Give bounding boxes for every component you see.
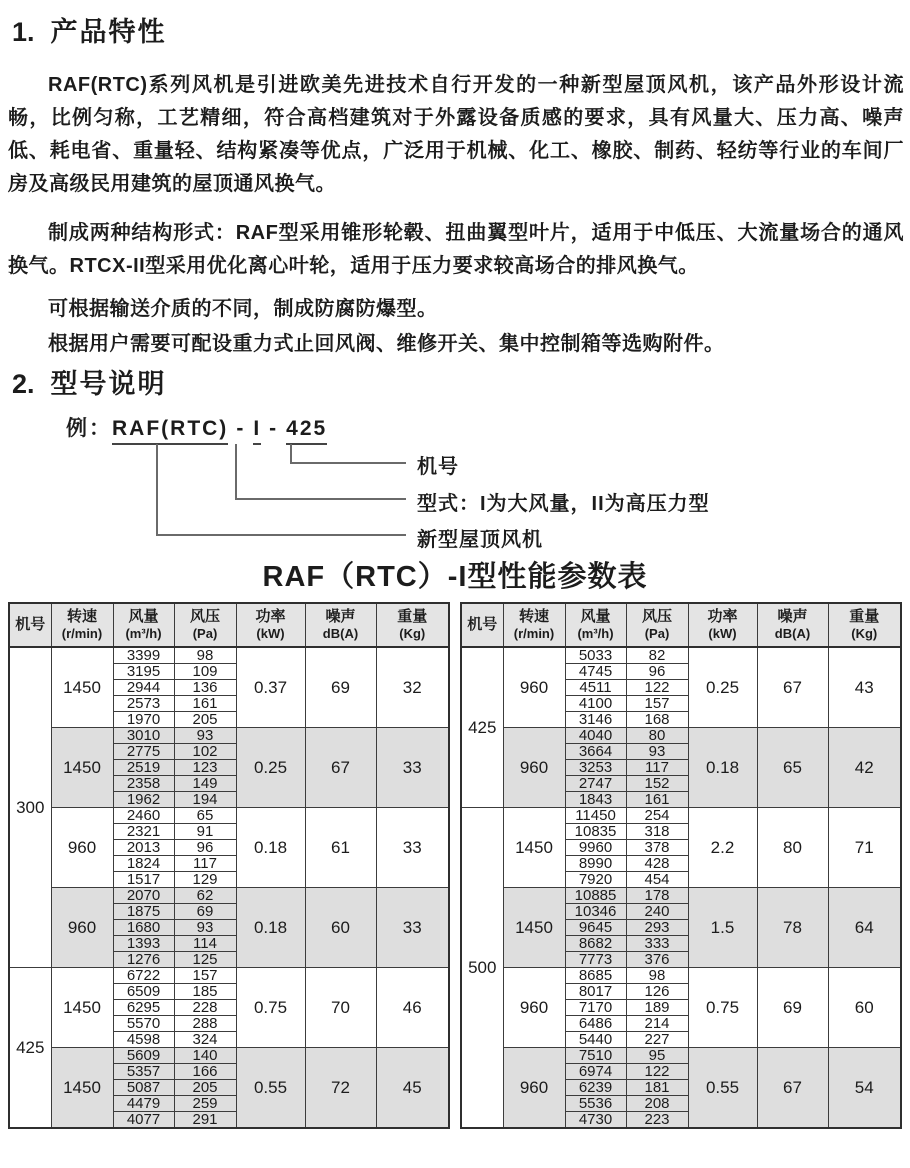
header-weight: 重量 (Kg): [376, 603, 449, 647]
cell-pressure: 140: [174, 1048, 236, 1064]
cell-weight: 42: [828, 728, 901, 808]
cell-flow: 4479: [113, 1096, 174, 1112]
cell-flow: 11450: [565, 808, 626, 824]
cell-pressure: 333: [626, 936, 688, 952]
cell-flow: 4745: [565, 664, 626, 680]
cell-power: 0.37: [236, 647, 305, 728]
cell-flow: 9960: [565, 840, 626, 856]
cell-pressure: 240: [626, 904, 688, 920]
cell-pressure: 129: [174, 872, 236, 888]
cell-flow: 2460: [113, 808, 174, 824]
cell-noise: 67: [757, 1048, 828, 1129]
cell-flow: 7510: [565, 1048, 626, 1064]
cell-pressure: 376: [626, 952, 688, 968]
cell-power: 0.75: [236, 968, 305, 1048]
cell-flow: 4730: [565, 1112, 626, 1129]
cell-power: 0.18: [236, 888, 305, 968]
cell-pressure: 227: [626, 1032, 688, 1048]
cell-flow: 4598: [113, 1032, 174, 1048]
cell-flow: 8685: [565, 968, 626, 984]
spec-table-right: [460, 602, 902, 1129]
cell-flow: 5570: [113, 1016, 174, 1032]
cell-flow: 3195: [113, 664, 174, 680]
cell-power: 0.75: [688, 968, 757, 1048]
cell-model: 425: [461, 647, 503, 808]
table-row: [9, 808, 449, 824]
cell-speed: 960: [503, 1048, 565, 1129]
cell-power: 0.18: [688, 728, 757, 808]
cell-speed: 1450: [51, 647, 113, 728]
spec-table-right-body: [461, 647, 901, 1128]
cell-pressure: 166: [174, 1064, 236, 1080]
cell-weight: 33: [376, 728, 449, 808]
cell-flow: 3664: [565, 744, 626, 760]
cell-flow: 4077: [113, 1112, 174, 1129]
cell-pressure: 98: [626, 968, 688, 984]
performance-table-title: RAF（RTC）-I型性能参数表: [262, 561, 648, 593]
cell-pressure: 117: [174, 856, 236, 872]
cell-pressure: 454: [626, 872, 688, 888]
cell-weight: 33: [376, 808, 449, 888]
model-example-prefix: 例：: [66, 417, 112, 440]
table-row: [461, 968, 901, 984]
cell-flow: 3146: [565, 712, 626, 728]
connector-line-size-horizontal: [290, 462, 406, 464]
cell-flow: 3253: [565, 760, 626, 776]
cell-flow: 3399: [113, 647, 174, 664]
cell-power: 0.25: [688, 647, 757, 728]
cell-flow: 8682: [565, 936, 626, 952]
cell-flow: 6486: [565, 1016, 626, 1032]
section1-title: 产品特性: [50, 17, 167, 47]
header-row: [461, 603, 901, 647]
cell-pressure: 228: [174, 1000, 236, 1016]
header-flow: 风量 (m³/h): [565, 603, 626, 647]
cell-model: 500: [461, 808, 503, 1129]
cell-speed: 960: [51, 808, 113, 888]
cell-flow: 8990: [565, 856, 626, 872]
cell-pressure: 93: [174, 920, 236, 936]
cell-pressure: 62: [174, 888, 236, 904]
cell-noise: 67: [757, 647, 828, 728]
cell-flow: 5609: [113, 1048, 174, 1064]
cell-flow: 3010: [113, 728, 174, 744]
cell-flow: 2944: [113, 680, 174, 696]
cell-noise: 60: [305, 888, 376, 968]
cell-noise: 78: [757, 888, 828, 968]
cell-weight: 33: [376, 888, 449, 968]
cell-weight: 43: [828, 647, 901, 728]
cell-pressure: 123: [174, 760, 236, 776]
header-pressure: 风压 (Pa): [174, 603, 236, 647]
cell-flow: 1843: [565, 792, 626, 808]
cell-power: 0.55: [236, 1048, 305, 1129]
model-example-type-code: I: [253, 417, 261, 445]
cell-pressure: 136: [174, 680, 236, 696]
connector-line-type-horizontal: [235, 498, 406, 500]
cell-flow: 6295: [113, 1000, 174, 1016]
paragraph-structure: 制成两种结构形式：RAF型采用锥形轮毂、扭曲翼型叶片，适用于中低压、大流量场合的通风换气。RTCX-II型采用优化离心叶轮，适用于压力要求较高场合的排风换气。: [8, 222, 904, 277]
header-model: 机号: [9, 603, 51, 647]
connector-line-size-vertical: [290, 444, 292, 464]
spec-table-left: [8, 602, 450, 1129]
cell-noise: 67: [305, 728, 376, 808]
cell-noise: 69: [305, 647, 376, 728]
cell-flow: 1824: [113, 856, 174, 872]
table-row: [461, 1048, 901, 1064]
table-row: [461, 647, 901, 664]
table-row: [9, 968, 449, 984]
cell-weight: 45: [376, 1048, 449, 1129]
cell-flow: 1962: [113, 792, 174, 808]
cell-pressure: 149: [174, 776, 236, 792]
section2-number: 2.: [12, 369, 35, 399]
cell-pressure: 122: [626, 680, 688, 696]
cell-pressure: 126: [626, 984, 688, 1000]
cell-flow: 2775: [113, 744, 174, 760]
cell-pressure: 205: [174, 1080, 236, 1096]
cell-flow: 8017: [565, 984, 626, 1000]
cell-flow: 1970: [113, 712, 174, 728]
cell-pressure: 125: [174, 952, 236, 968]
cell-pressure: 157: [174, 968, 236, 984]
cell-speed: 1450: [503, 808, 565, 888]
cell-weight: 60: [828, 968, 901, 1048]
model-example-dash1: -: [236, 417, 246, 440]
cell-pressure: 80: [626, 728, 688, 744]
cell-flow: 6722: [113, 968, 174, 984]
cell-noise: 72: [305, 1048, 376, 1129]
cell-pressure: 378: [626, 840, 688, 856]
cell-pressure: 291: [174, 1112, 236, 1129]
cell-pressure: 117: [626, 760, 688, 776]
cell-weight: 54: [828, 1048, 901, 1129]
cell-flow: 5033: [565, 647, 626, 664]
cell-speed: 960: [503, 968, 565, 1048]
cell-flow: 10346: [565, 904, 626, 920]
header-flow: 风量 (m³/h): [113, 603, 174, 647]
cell-flow: 1680: [113, 920, 174, 936]
cell-pressure: 69: [174, 904, 236, 920]
cell-pressure: 259: [174, 1096, 236, 1112]
cell-flow: 2070: [113, 888, 174, 904]
cell-flow: 5536: [565, 1096, 626, 1112]
section2-heading: [12, 362, 167, 401]
cell-pressure: 93: [626, 744, 688, 760]
cell-flow: 1875: [113, 904, 174, 920]
table-row: [9, 728, 449, 744]
cell-noise: 61: [305, 808, 376, 888]
cell-flow: 7170: [565, 1000, 626, 1016]
cell-pressure: 205: [174, 712, 236, 728]
cell-pressure: 114: [174, 936, 236, 952]
cell-speed: 960: [503, 647, 565, 728]
cell-flow: 7920: [565, 872, 626, 888]
cell-speed: 960: [503, 728, 565, 808]
performance-tables: [8, 602, 902, 1129]
connector-line-series-horizontal: [156, 534, 406, 536]
header-noise: 噪声 dB(A): [305, 603, 376, 647]
cell-model: 300: [9, 647, 51, 968]
cell-pressure: 157: [626, 696, 688, 712]
cell-pressure: 194: [174, 792, 236, 808]
paragraph-intro: RAF(RTC)系列风机是引进欧美先进技术自行开发的一种新型屋顶风机，该产品外形设计流畅，比例匀称，工艺精细，符合高档建筑对于外露设备质感的要求，具有风量大、压力高、噪声低、耗电省、重量轻、结构紧凑等优点，广泛用于机械、化工、橡胶、制药、轻纺等行业的车间厂房及高级民用建筑的屋顶通风换气。: [8, 74, 904, 195]
header-speed: 转速 (r/min): [503, 603, 565, 647]
cell-pressure: 152: [626, 776, 688, 792]
diagram-label-series: 新型屋顶风机: [417, 529, 543, 551]
cell-flow: 2747: [565, 776, 626, 792]
cell-flow: 5440: [565, 1032, 626, 1048]
cell-flow: 6509: [113, 984, 174, 1000]
section1-heading: [12, 10, 167, 49]
cell-pressure: 93: [174, 728, 236, 744]
cell-flow: 6974: [565, 1064, 626, 1080]
model-example: [66, 412, 327, 442]
cell-flow: 2519: [113, 760, 174, 776]
diagram-label-type: 型式：I为大风量，II为高压力型: [417, 493, 710, 515]
cell-pressure: 168: [626, 712, 688, 728]
cell-pressure: 428: [626, 856, 688, 872]
header-noise: 噪声 dB(A): [757, 603, 828, 647]
header-power: 功率 (kW): [688, 603, 757, 647]
connector-line-type-vertical: [235, 444, 237, 500]
cell-pressure: 96: [174, 840, 236, 856]
cell-power: 0.18: [236, 808, 305, 888]
cell-model: 425: [9, 968, 51, 1129]
cell-pressure: 109: [174, 664, 236, 680]
cell-flow: 1276: [113, 952, 174, 968]
cell-flow: 9645: [565, 920, 626, 936]
cell-speed: 1450: [503, 888, 565, 968]
cell-pressure: 185: [174, 984, 236, 1000]
cell-noise: 65: [757, 728, 828, 808]
cell-pressure: 122: [626, 1064, 688, 1080]
cell-flow: 5087: [113, 1080, 174, 1096]
table-row: [461, 888, 901, 904]
cell-flow: 4100: [565, 696, 626, 712]
cell-pressure: 324: [174, 1032, 236, 1048]
cell-pressure: 96: [626, 664, 688, 680]
cell-pressure: 293: [626, 920, 688, 936]
cell-pressure: 288: [174, 1016, 236, 1032]
cell-pressure: 102: [174, 744, 236, 760]
cell-pressure: 189: [626, 1000, 688, 1016]
cell-pressure: 95: [626, 1048, 688, 1064]
cell-flow: 2358: [113, 776, 174, 792]
cell-pressure: 98: [174, 647, 236, 664]
paragraph-anticorrosion: 可根据输送介质的不同，制成防腐防爆型。: [48, 298, 438, 320]
cell-pressure: 223: [626, 1112, 688, 1129]
cell-flow: 7773: [565, 952, 626, 968]
table-row: [9, 1048, 449, 1064]
model-example-series-code: RAF(RTC): [112, 417, 228, 445]
cell-flow: 2573: [113, 696, 174, 712]
cell-flow: 6239: [565, 1080, 626, 1096]
cell-speed: 1450: [51, 728, 113, 808]
diagram-label-size: 机号: [417, 456, 459, 478]
cell-power: 0.55: [688, 1048, 757, 1129]
header-weight: 重量 (Kg): [828, 603, 901, 647]
cell-noise: 70: [305, 968, 376, 1048]
cell-pressure: 208: [626, 1096, 688, 1112]
cell-flow: 5357: [113, 1064, 174, 1080]
cell-pressure: 161: [626, 792, 688, 808]
cell-pressure: 161: [174, 696, 236, 712]
cell-flow: 2321: [113, 824, 174, 840]
spec-table-left-body: [9, 647, 449, 1128]
cell-noise: 69: [757, 968, 828, 1048]
cell-speed: 960: [51, 888, 113, 968]
model-example-dash2: -: [269, 417, 279, 440]
cell-flow: 2013: [113, 840, 174, 856]
cell-power: 1.5: [688, 888, 757, 968]
header-model: 机号: [461, 603, 503, 647]
cell-noise: 80: [757, 808, 828, 888]
table-row: [9, 647, 449, 664]
cell-weight: 64: [828, 888, 901, 968]
cell-flow: 10835: [565, 824, 626, 840]
cell-pressure: 82: [626, 647, 688, 664]
cell-pressure: 318: [626, 824, 688, 840]
cell-pressure: 178: [626, 888, 688, 904]
section2-title: 型号说明: [50, 369, 167, 399]
cell-weight: 32: [376, 647, 449, 728]
cell-flow: 1393: [113, 936, 174, 952]
cell-pressure: 65: [174, 808, 236, 824]
connector-line-series-vertical: [156, 444, 158, 536]
paragraph-accessories: 根据用户需要可配设重力式止回风阀、维修开关、集中控制箱等选购附件。: [48, 333, 725, 355]
cell-pressure: 181: [626, 1080, 688, 1096]
cell-pressure: 254: [626, 808, 688, 824]
table-row: [461, 728, 901, 744]
header-speed: 转速 (r/min): [51, 603, 113, 647]
cell-power: 2.2: [688, 808, 757, 888]
model-example-size-code: 425: [286, 417, 327, 445]
table-row: [9, 888, 449, 904]
cell-power: 0.25: [236, 728, 305, 808]
header-row: [9, 603, 449, 647]
cell-flow: 4511: [565, 680, 626, 696]
cell-speed: 1450: [51, 968, 113, 1048]
table-row: [461, 808, 901, 824]
cell-weight: 46: [376, 968, 449, 1048]
header-pressure: 风压 (Pa): [626, 603, 688, 647]
cell-weight: 71: [828, 808, 901, 888]
section1-number: 1.: [12, 17, 35, 47]
header-power: 功率 (kW): [236, 603, 305, 647]
cell-flow: 10885: [565, 888, 626, 904]
cell-flow: 4040: [565, 728, 626, 744]
cell-pressure: 214: [626, 1016, 688, 1032]
cell-pressure: 91: [174, 824, 236, 840]
cell-speed: 1450: [51, 1048, 113, 1129]
cell-flow: 1517: [113, 872, 174, 888]
